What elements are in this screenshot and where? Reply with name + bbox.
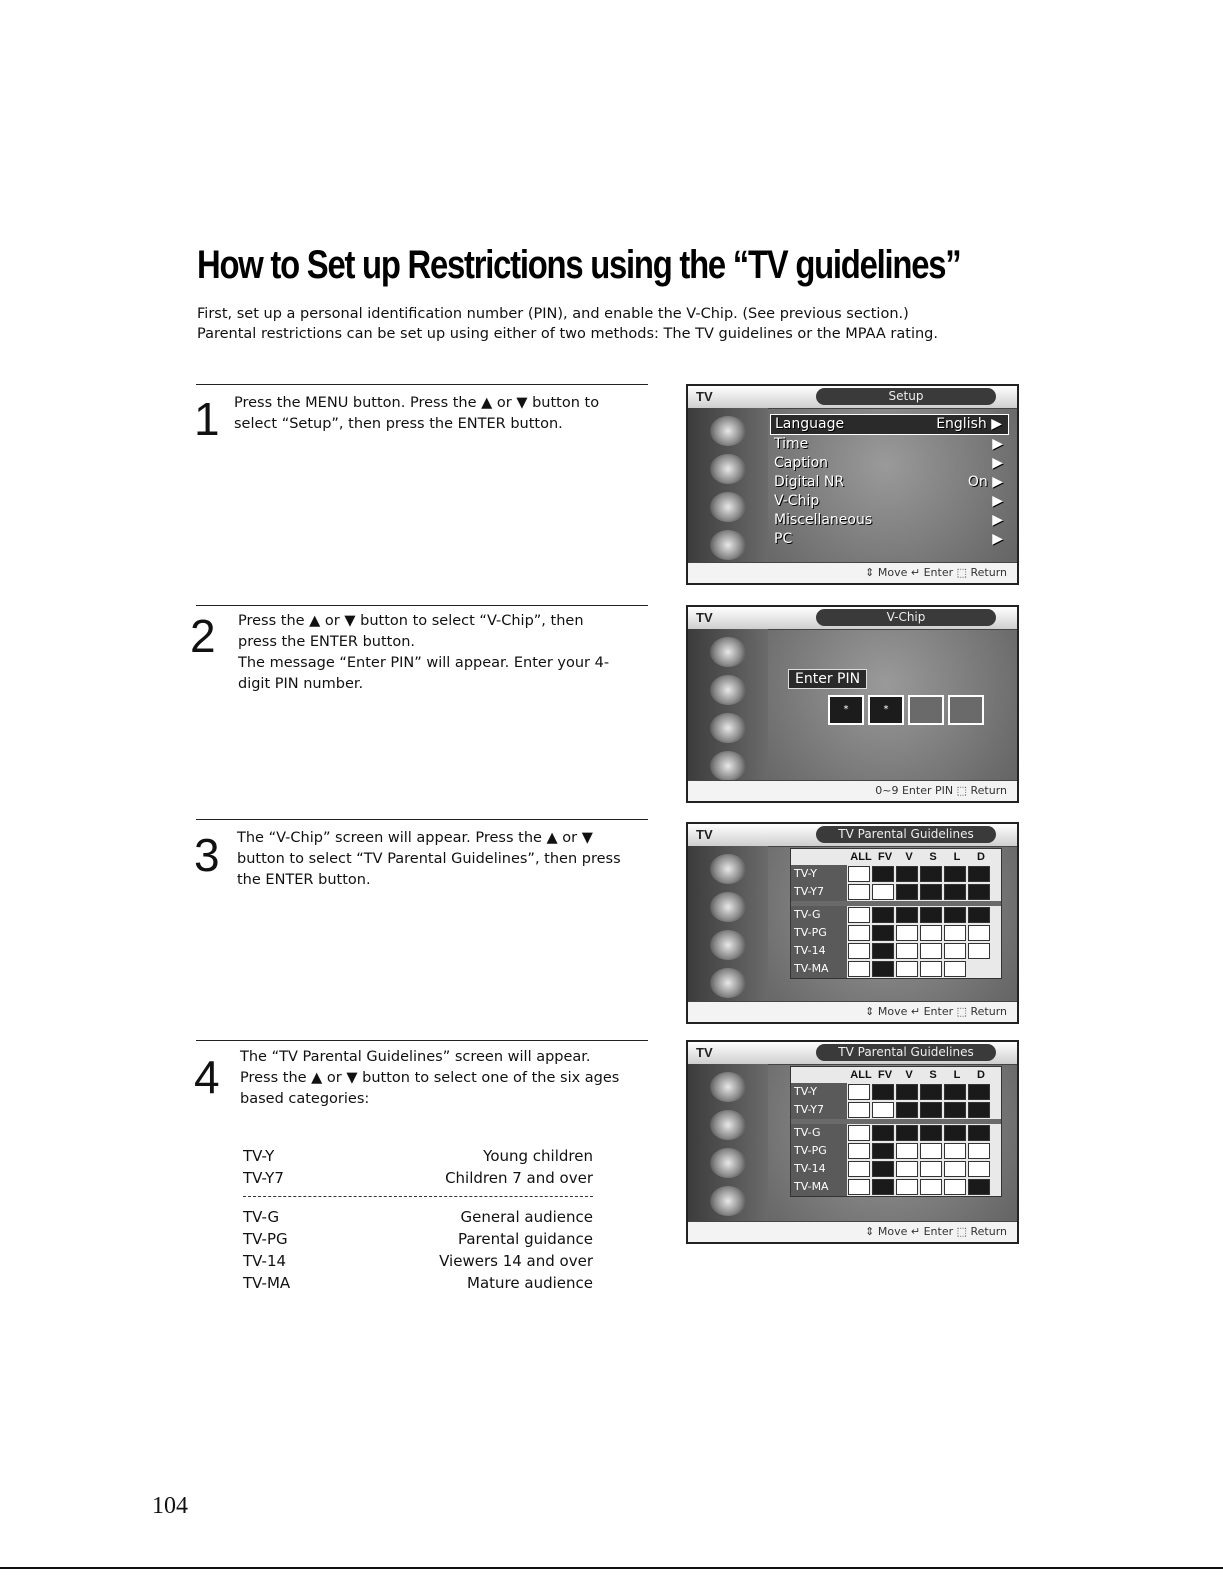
picture-icon <box>710 637 746 667</box>
rating-cell <box>944 1102 966 1118</box>
grid-row-label: TV-14 <box>791 1160 847 1178</box>
grid-row <box>791 942 1001 960</box>
age-code: TV-PG <box>243 1230 288 1248</box>
rating-cell <box>896 943 918 959</box>
age-desc: Viewers 14 and over <box>439 1252 593 1270</box>
enter-pin-label: Enter PIN <box>788 669 867 689</box>
menu-item-label: Time <box>774 436 809 452</box>
grid-row-label: TV-G <box>791 906 847 924</box>
rating-cell <box>944 884 966 900</box>
age-code: TV-G <box>243 1208 280 1226</box>
grid-row-label: TV-Y7 <box>791 1101 847 1119</box>
age-code: TV-MA <box>243 1274 291 1292</box>
rating-cell <box>848 943 870 959</box>
menu-item-label: V-Chip <box>774 493 820 509</box>
chevron-right-icon: ▶ <box>992 455 1003 471</box>
setup-icon <box>710 751 746 781</box>
step-line: Press the ▲ or ▼ button to select “V-Chip”, then <box>238 613 584 629</box>
picture-icon <box>710 1072 746 1102</box>
screen-title-bar <box>688 1042 1017 1065</box>
rating-cell <box>968 1084 990 1100</box>
page-bottom-rule <box>0 1567 1223 1569</box>
rating-cell <box>968 1125 990 1141</box>
grid-column-label: V <box>905 851 913 863</box>
rating-cell <box>944 1125 966 1141</box>
grid-row-label: TV-Y7 <box>791 883 847 901</box>
age-row <box>243 1228 593 1250</box>
step-line: the ENTER button. <box>237 872 371 888</box>
step-line: select “Setup”, then press the ENTER button. <box>234 416 563 432</box>
tv-label: TV <box>696 1045 713 1060</box>
menu-sidebar <box>688 408 768 563</box>
step-line: The message “Enter PIN” will appear. Enter your 4- <box>238 655 610 671</box>
pin-digit <box>948 695 984 725</box>
grid-column-label: D <box>977 1069 985 1081</box>
rating-cell <box>896 961 918 977</box>
rating-cell <box>944 943 966 959</box>
menu-tab: TV Parental Guidelines <box>816 1044 996 1061</box>
rating-cell <box>872 907 894 923</box>
rating-cell <box>848 1179 870 1195</box>
age-desc: Parental guidance <box>457 1230 593 1248</box>
intro-line: First, set up a personal identification number (PIN), and enable the V-Chip. (See previous section.) <box>197 306 909 322</box>
grid-row-label: TV-PG <box>791 924 847 942</box>
age-desc: General audience <box>460 1208 593 1226</box>
pin-digit <box>908 695 944 725</box>
rating-cell <box>920 925 942 941</box>
age-code: TV-14 <box>243 1252 287 1270</box>
grid-column-label: FV <box>877 851 893 863</box>
rating-cell <box>896 1179 918 1195</box>
page-title: How to Set up Restrictions using the “TV guidelines” <box>197 243 961 287</box>
rating-cell <box>944 961 966 977</box>
rating-cell <box>872 943 894 959</box>
rating-cell <box>968 943 990 959</box>
menu-item-v-chip <box>770 492 1009 511</box>
rating-cell <box>848 1102 870 1118</box>
menu-item-time <box>770 435 1009 454</box>
setup-icon <box>710 1186 746 1216</box>
chevron-right-icon: ▶ <box>992 493 1003 509</box>
setup-icon <box>710 530 746 560</box>
age-row <box>243 1145 593 1167</box>
grid-row-label: TV-MA <box>791 1178 847 1196</box>
grid-corner <box>791 1067 849 1083</box>
grid-row-label: TV-Y <box>791 1083 847 1101</box>
rating-cell <box>896 1161 918 1177</box>
tv-label: TV <box>696 389 713 404</box>
step-number: 4 <box>194 1051 220 1103</box>
grid-row-label: TV-G <box>791 1124 847 1142</box>
menu-item-label: Language <box>775 416 845 432</box>
rating-cell <box>968 907 990 923</box>
channel-icon <box>710 492 746 522</box>
setup-icon <box>710 968 746 998</box>
rating-cell <box>848 925 870 941</box>
age-desc: Children 7 and over <box>445 1169 593 1187</box>
menu-item-value: On <box>967 474 988 490</box>
step-number: 3 <box>194 829 220 881</box>
rating-cell <box>920 1102 942 1118</box>
age-row <box>243 1272 593 1294</box>
pin-digit: * <box>828 695 864 725</box>
rating-cell <box>872 1179 894 1195</box>
rating-cell <box>968 1143 990 1159</box>
grid-row <box>791 960 1001 978</box>
channel-icon <box>710 1148 746 1178</box>
grid-row-label: TV-14 <box>791 942 847 960</box>
screen-footer: ⇕ Move ↵ Enter ⬚ Return <box>688 1001 1017 1022</box>
ratings-grid <box>790 1066 1002 1197</box>
step-divider <box>196 819 648 820</box>
grid-column-label: ALL <box>850 1069 872 1081</box>
menu-item-miscellaneous <box>770 511 1009 530</box>
step-divider <box>196 605 648 606</box>
sound-icon <box>710 1110 746 1140</box>
rating-cell <box>968 1161 990 1177</box>
grid-column-label: S <box>929 1069 937 1081</box>
rating-cell <box>968 1179 990 1195</box>
rating-cell <box>872 961 894 977</box>
guidelines-screenshot-2 <box>686 1040 1019 1244</box>
menu-item-pc <box>770 530 1009 549</box>
grid-row <box>791 1083 1001 1101</box>
rating-cell <box>896 1102 918 1118</box>
age-desc: Mature audience <box>467 1274 593 1292</box>
rating-cell <box>920 1125 942 1141</box>
channel-icon <box>710 930 746 960</box>
sound-icon <box>710 454 746 484</box>
rating-cell <box>968 1102 990 1118</box>
rating-cell <box>920 1161 942 1177</box>
menu-item-label: Digital NR <box>774 474 845 490</box>
step-number: 1 <box>194 393 220 445</box>
tv-label: TV <box>696 610 713 625</box>
chevron-right-icon: ▶ <box>991 416 1002 432</box>
tv-label: TV <box>696 827 713 842</box>
step-line: based categories: <box>240 1091 370 1107</box>
rating-cell <box>920 961 942 977</box>
menu-tab: Setup <box>816 388 996 405</box>
grid-row <box>791 1124 1001 1142</box>
grid-row-label: TV-Y <box>791 865 847 883</box>
vchip-pin-screenshot <box>686 605 1019 803</box>
rating-cell <box>968 961 990 977</box>
grid-column-label: V <box>905 1069 913 1081</box>
grid-row-label: TV-PG <box>791 1142 847 1160</box>
pin-entry <box>828 695 984 725</box>
grid-row <box>791 924 1001 942</box>
chevron-right-icon: ▶ <box>992 436 1003 452</box>
rating-cell <box>944 1143 966 1159</box>
chevron-right-icon: ▶ <box>992 474 1003 490</box>
rating-cell <box>848 1161 870 1177</box>
grid-corner <box>791 849 849 865</box>
age-divider <box>243 1196 593 1197</box>
menu-sidebar <box>688 1064 768 1222</box>
rating-cell <box>872 1143 894 1159</box>
rating-cell <box>896 925 918 941</box>
rating-cell <box>920 1084 942 1100</box>
grid-row <box>791 906 1001 924</box>
grid-row <box>791 865 1001 883</box>
menu-item-label: Caption <box>774 455 829 471</box>
rating-cell <box>896 866 918 882</box>
rating-cell <box>872 1102 894 1118</box>
step-line: digit PIN number. <box>238 676 364 692</box>
sound-icon <box>710 892 746 922</box>
menu-item-value-wrap <box>968 473 1009 492</box>
rating-cell <box>944 1179 966 1195</box>
grid-row-label: TV-MA <box>791 960 847 978</box>
age-row <box>243 1206 593 1228</box>
rating-cell <box>848 907 870 923</box>
rating-cell <box>920 1179 942 1195</box>
menu-tab: V-Chip <box>816 609 996 626</box>
screen-footer: ⇕ Move ↵ Enter ⬚ Return <box>688 1221 1017 1242</box>
rating-cell <box>848 866 870 882</box>
step-line: Press the ▲ or ▼ button to select one of the six ages <box>240 1070 620 1086</box>
rating-cell <box>920 1143 942 1159</box>
screen-title-bar <box>688 607 1017 630</box>
age-category-table <box>243 1145 593 1294</box>
step-line: The “V-Chip” screen will appear. Press the ▲ or ▼ <box>237 830 593 846</box>
screen-footer: ⇕ Move ↵ Enter ⬚ Return <box>688 562 1017 583</box>
step-divider <box>196 384 648 385</box>
grid-column-label: L <box>953 1069 961 1081</box>
grid-row <box>791 883 1001 901</box>
ratings-grid <box>790 848 1002 979</box>
step-line: press the ENTER button. <box>238 634 416 650</box>
menu-item-label: Miscellaneous <box>774 512 873 528</box>
rating-cell <box>848 961 870 977</box>
rating-cell <box>968 884 990 900</box>
menu-sidebar <box>688 846 768 1002</box>
menu-item-label: PC <box>774 531 793 547</box>
age-row <box>243 1250 593 1272</box>
grid-header <box>791 1067 1001 1083</box>
channel-icon <box>710 713 746 743</box>
rating-cell <box>968 866 990 882</box>
setup-menu-list <box>770 414 1009 549</box>
menu-tab: TV Parental Guidelines <box>816 826 996 843</box>
grid-row <box>791 1160 1001 1178</box>
rating-cell <box>944 1161 966 1177</box>
grid-column-label: D <box>977 851 985 863</box>
screen-title-bar <box>688 824 1017 847</box>
grid-row <box>791 1178 1001 1196</box>
rating-cell <box>848 1084 870 1100</box>
rating-cell <box>872 1084 894 1100</box>
age-code: TV-Y <box>243 1147 275 1165</box>
rating-cell <box>920 943 942 959</box>
picture-icon <box>710 854 746 884</box>
menu-item-digital-nr <box>770 473 1009 492</box>
rating-cell <box>920 907 942 923</box>
step-divider <box>196 1040 648 1041</box>
rating-cell <box>896 884 918 900</box>
rating-cell <box>848 884 870 900</box>
rating-cell <box>848 1143 870 1159</box>
step-3-text <box>237 828 621 891</box>
page-number: 104 <box>152 1493 188 1519</box>
picture-icon <box>710 416 746 446</box>
grid-column-label: ALL <box>850 851 872 863</box>
rating-cell <box>872 884 894 900</box>
grid-header <box>791 849 1001 865</box>
rating-cell <box>920 884 942 900</box>
step-number: 2 <box>190 610 216 662</box>
rating-cell <box>872 925 894 941</box>
guidelines-screenshot-1 <box>686 822 1019 1024</box>
menu-item-value: English <box>936 416 987 432</box>
rating-cell <box>968 925 990 941</box>
menu-item-language <box>770 414 1009 435</box>
rating-cell <box>944 925 966 941</box>
step-line: button to select “TV Parental Guidelines”, then press <box>237 851 621 867</box>
chevron-right-icon: ▶ <box>992 512 1003 528</box>
step-2-text <box>238 611 609 695</box>
rating-cell <box>896 907 918 923</box>
rating-cell <box>944 907 966 923</box>
menu-item-value-wrap <box>936 415 1008 434</box>
intro-line: Parental restrictions can be set up using either of two methods: The TV guidelines or the MPAA rating. <box>197 326 938 342</box>
intro-text <box>197 304 938 344</box>
screen-title-bar <box>688 386 1017 409</box>
screen-footer: 0~9 Enter PIN ⬚ Return <box>688 780 1017 801</box>
rating-cell <box>896 1125 918 1141</box>
age-code: TV-Y7 <box>243 1169 284 1187</box>
rating-cell <box>944 1084 966 1100</box>
grid-row <box>791 1101 1001 1119</box>
menu-item-caption <box>770 454 1009 473</box>
age-row <box>243 1167 593 1189</box>
rating-cell <box>896 1143 918 1159</box>
menu-sidebar <box>688 629 768 781</box>
grid-row <box>791 1142 1001 1160</box>
step-1-text <box>234 393 599 435</box>
step-line: The “TV Parental Guidelines” screen will appear. <box>240 1049 591 1065</box>
rating-cell <box>872 1161 894 1177</box>
grid-column-label: FV <box>877 1069 893 1081</box>
rating-cell <box>848 1125 870 1141</box>
age-desc: Young children <box>483 1147 593 1165</box>
grid-column-label: L <box>953 851 961 863</box>
rating-cell <box>872 1125 894 1141</box>
rating-cell <box>920 866 942 882</box>
step-4-text <box>240 1047 619 1110</box>
pin-digit: * <box>868 695 904 725</box>
rating-cell <box>944 866 966 882</box>
rating-cell <box>872 866 894 882</box>
chevron-right-icon: ▶ <box>992 531 1003 547</box>
rating-cell <box>896 1084 918 1100</box>
setup-menu-screenshot <box>686 384 1019 585</box>
sound-icon <box>710 675 746 705</box>
step-line: Press the MENU button. Press the ▲ or ▼ button to <box>234 395 600 411</box>
grid-column-label: S <box>929 851 937 863</box>
